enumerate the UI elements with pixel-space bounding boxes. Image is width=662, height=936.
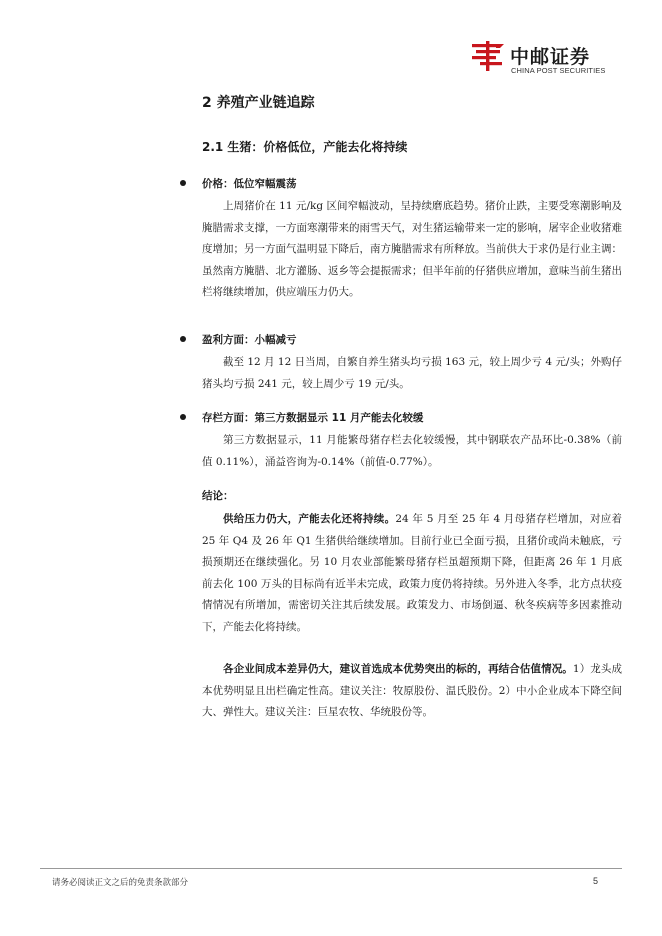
bullet-profit bbox=[180, 336, 186, 342]
footer-disclaimer: 请务必阅读正文之后的免责条款部分 bbox=[52, 878, 189, 888]
page-number: 5 bbox=[593, 876, 599, 886]
profit-text: 截至 12 月 12 日当周，自繁自养生猪头均亏损 163 元，较上周少亏 4 元/头；外购仔猪头均亏损 241 元，较上周少亏 19 元/头。 bbox=[202, 356, 622, 390]
conclusion-paragraph-2 bbox=[202, 659, 622, 724]
bullet-inventory bbox=[180, 414, 186, 420]
section-subtitle: 2.1 生猪：价格低位，产能去化将持续 bbox=[202, 140, 408, 154]
conclusion-lead-1: 供给压力仍大，产能去化还将持续。 bbox=[223, 513, 396, 525]
logo-chinese-text: 中邮证券 bbox=[510, 46, 591, 68]
profit-paragraph bbox=[202, 352, 622, 395]
price-text: 上周猪价在 11 元/kg 区间窄幅波动，呈持续磨底趋势。猪价止跌，主要受寒潮影响及腌腊需求支撑，一方面寒潮带来的雨雪天气，对生猪运输带来一定的影响，屠宰企业收猪难度增加；另一方面气温明显下降后，南方腌腊需求有所释放。当前供大于求仍是行业主调：虽然南方腌腊、北方灌肠、返乡等会提振需求；但半年前的仔猪供应增加，意味当前生猪出栏将继续增加，供应端压力仍大。 bbox=[202, 200, 622, 298]
profit-heading: 盈利方面：小幅减亏 bbox=[202, 334, 297, 346]
bullet-price bbox=[180, 180, 186, 186]
inventory-text: 第三方数据显示，11 月能繁母猪存栏去化较缓慢，其中钢联农产品环比-0.38%（前值 0.11%），涌益咨询为-0.14%（前值-0.77%）。 bbox=[202, 434, 622, 468]
inventory-paragraph bbox=[202, 430, 622, 473]
conclusion-text-1: 24 年 5 月至 25 年 4 月母猪存栏增加，对应着 25 年 Q4 及 26 年 Q1 生猪供给继续增加。目前行业已全面亏损，且猪价或尚未触底，亏损预期还在继续强化。另 10 月农业部能繁母猪存栏虽超预期下降，但距离 26 年 1 月底前去化 100 万头的目标尚有近半未完成，政策力度仍将持续。另外进入冬季，北方点状疫情情况有所增加，需密切关注其后续发展。政策发力、市场倒逼、秋冬疾病等多因素推动下，产能去化将持续。 bbox=[202, 513, 622, 633]
china-post-logo-icon bbox=[470, 40, 506, 72]
section-title: 2 养殖产业链追踪 bbox=[202, 95, 315, 111]
conclusion-paragraph-1 bbox=[202, 509, 622, 638]
inventory-heading: 存栏方面：第三方数据显示 11 月产能去化较缓 bbox=[202, 412, 424, 424]
footer-divider bbox=[40, 868, 622, 869]
conclusion-lead-2: 各企业间成本差异仍大，建议首选成本优势突出的标的，再结合估值情况。 bbox=[223, 663, 573, 675]
conclusion-text-2: 1）龙头成本优势明显且出栏确定性高。建议关注：牧原股份、温氏股份。2）中小企业成本下降空间大、弹性大。建议关注：巨星农牧、华统股份等。 bbox=[202, 663, 622, 718]
company-logo bbox=[470, 40, 630, 80]
logo-english-text: CHINA POST SECURITIES bbox=[511, 66, 606, 75]
conclusion-label: 结论： bbox=[202, 490, 234, 502]
price-heading: 价格：低位窄幅震荡 bbox=[202, 178, 297, 190]
price-paragraph bbox=[202, 196, 622, 304]
